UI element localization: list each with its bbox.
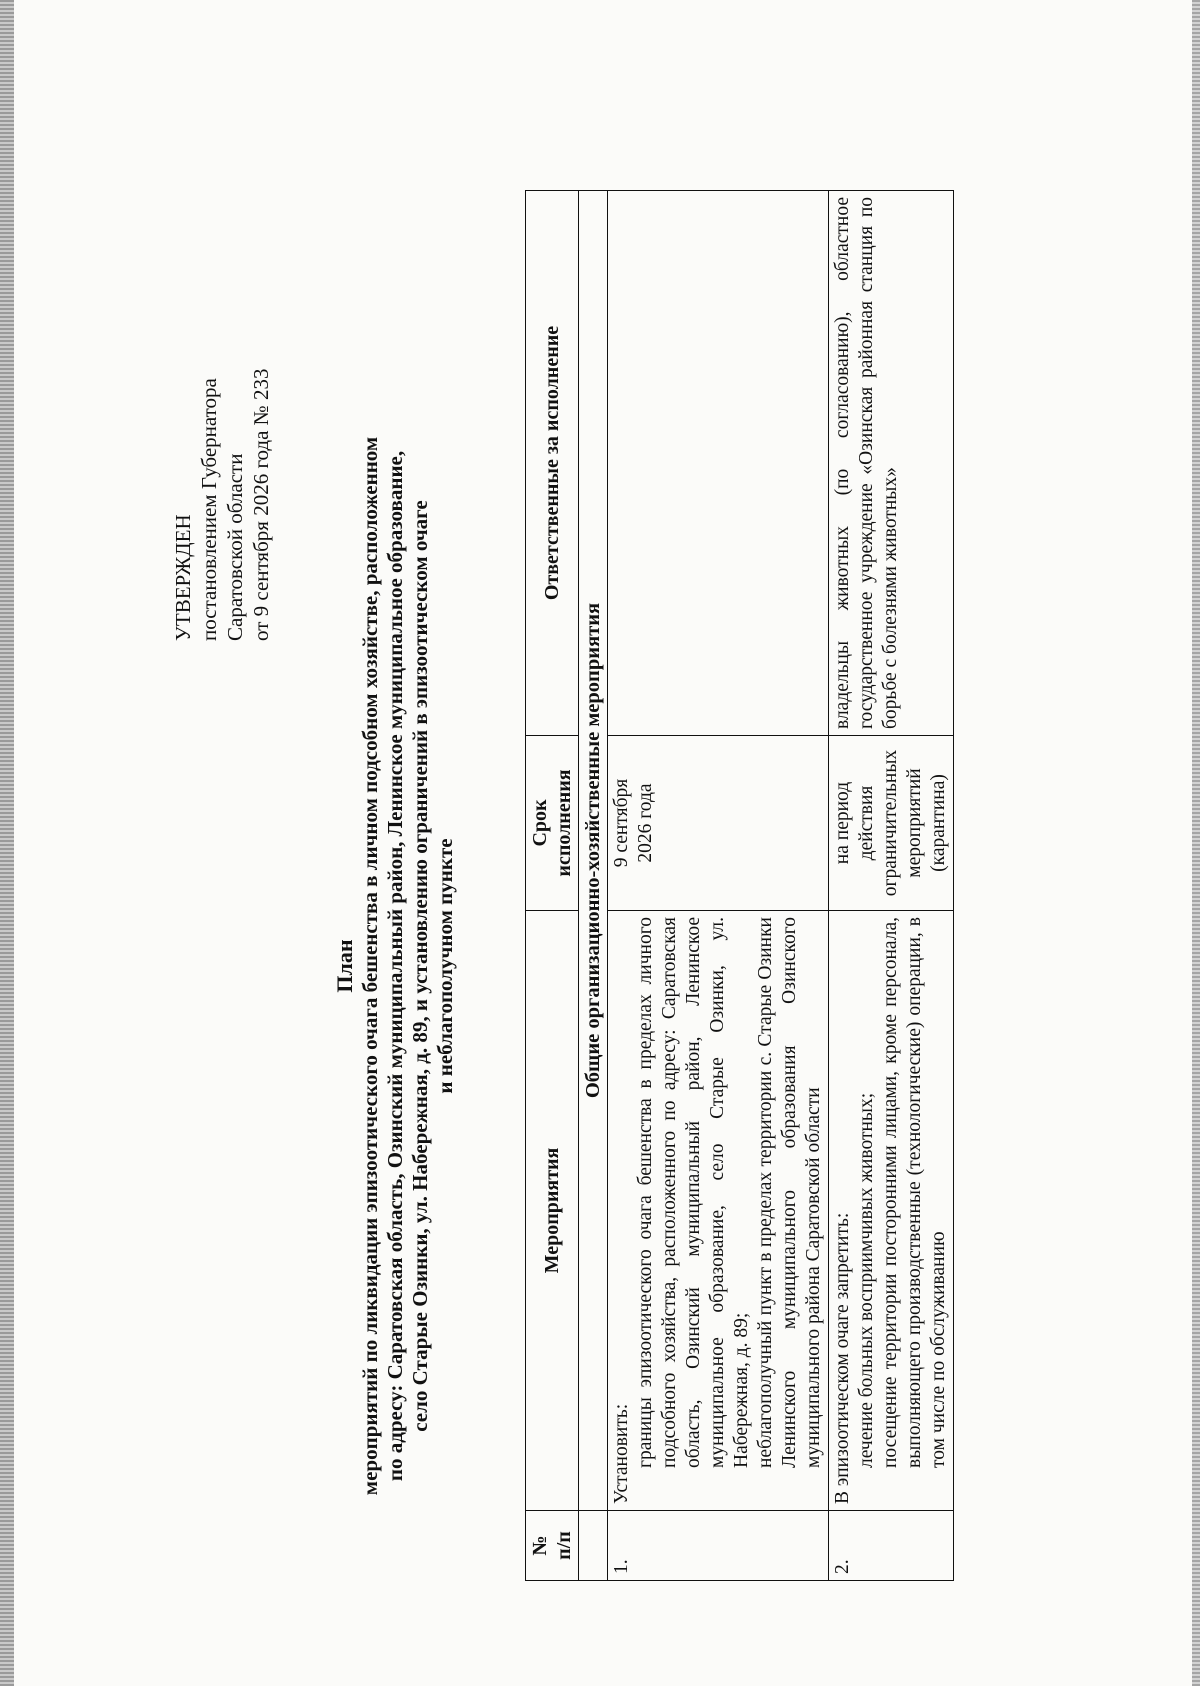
section-spacer <box>579 1511 608 1581</box>
row-1-measure-line-1: Установить: <box>611 1403 632 1504</box>
header-num-line-1: № <box>529 1535 551 1556</box>
approval-title: УТВЕРЖДЕН <box>171 514 195 641</box>
section-row <box>579 191 608 1581</box>
approval-line-4: от 9 сентября 2026 года № 233 <box>249 368 273 641</box>
row-2-responsible: владельцы животных (по согласованию), областное государственное учреждение «Озинская районная станция по борьбе с болезнями животных» <box>829 191 954 736</box>
section-title: Общие организационно-хозяйственные мероприятия <box>579 191 608 1511</box>
row-2-term-line-2: действия <box>856 785 877 861</box>
row-1-term-line-1: 9 сентября <box>611 778 632 868</box>
header-num <box>526 1511 579 1581</box>
header-num-line-2: п/п <box>553 1531 575 1560</box>
row-2-num: 2. <box>829 1511 954 1581</box>
title-line-2: по адресу: Саратовская область, Озинский муниципальный район, Ленинское муниципальное образование, <box>383 450 407 1482</box>
header-responsible <box>526 191 579 736</box>
row-2-measure-line-2: лечение больных восприимчивых животных; <box>856 1092 877 1468</box>
header-term-line-2: исполнения <box>553 769 575 877</box>
table-header-row <box>526 191 579 1581</box>
row-2-term-line-1: на период <box>832 781 853 865</box>
row-2-term <box>829 736 954 911</box>
row-2-term-line-4: мероприятий <box>904 768 925 878</box>
title-line-1: мероприятий по ликвидации эпизоотического очага бешенства в личном подсобном хозяйстве, расположенном <box>358 436 382 1496</box>
row-2-measure-line-3: посещение территории посторонними лицами, кроме персонала, выполняющего производственные (технологические) операции, в том числе по обслуживанию <box>880 917 949 1468</box>
row-2-measures <box>829 911 954 1511</box>
header-measures <box>526 911 579 1511</box>
row-1-measure-line-2: границы эпизоотического очага бешенства в пределах личного подсобного хозяйства, расположенного по адресу: Саратовская область, Озинский муниципальный район, Ленинское муниципальное образование, село Старые Озинки, ул. Набережная, д. 89; <box>635 917 752 1468</box>
title-line-3: село Старые Озинки, ул. Набережная, д. 89, и установлению ограничений в эпизоотическом очаге <box>408 500 432 1432</box>
row-1-measure-line-3: неблагополучный пункт в пределах территории с. Старые Озинки Ленинского муниципального образования Озинского муниципального района Саратовской области <box>755 917 824 1468</box>
row-2-measure-line-1: В эпизоотическом очаге запретить: <box>832 1212 853 1504</box>
table-row <box>608 191 829 1581</box>
document-title <box>332 346 458 1586</box>
approval-line-3: Саратовской области <box>223 453 247 641</box>
plan-table <box>525 190 954 1581</box>
header-term <box>526 736 579 911</box>
row-1-term-line-2: 2026 года <box>635 783 656 863</box>
row-1-responsible <box>608 191 829 736</box>
title-line-4: и неблагополучном пункте <box>433 838 457 1094</box>
approval-stamp-block <box>170 161 274 641</box>
header-measures-label: Мероприятия <box>541 1147 563 1274</box>
table-row <box>829 191 954 1581</box>
approval-line-2: постановлением Губернатора <box>197 378 221 641</box>
title-heading: План <box>332 939 357 993</box>
row-1-num: 1. <box>608 1511 829 1581</box>
header-responsible-label: Ответственные за исполнение <box>541 325 563 601</box>
row-1-term <box>608 736 829 911</box>
header-term-line-1: Срок <box>529 799 551 847</box>
row-1-measures <box>608 911 829 1511</box>
row-2-term-line-5: (карантина) <box>928 774 949 872</box>
row-2-term-line-3: ограничительных <box>880 749 901 897</box>
